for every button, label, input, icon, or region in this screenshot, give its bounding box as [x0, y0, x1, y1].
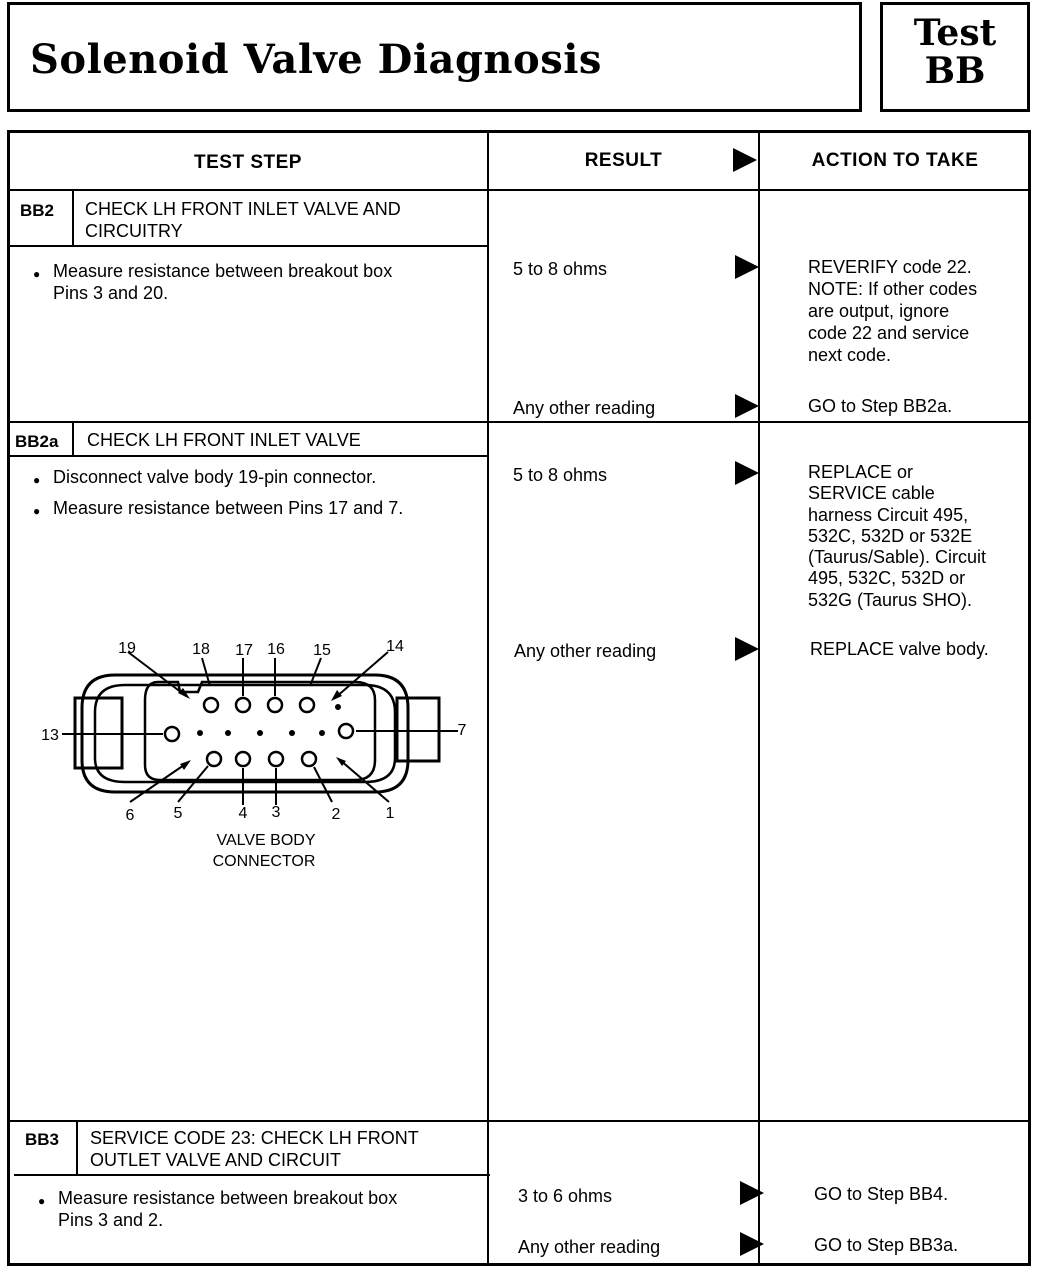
bb2a-action1-line7: 532G (Taurus SHO). — [808, 589, 973, 610]
bb2-arrow-2-icon — [735, 394, 759, 418]
bb2a-action1-line2: SERVICE cable — [808, 483, 935, 504]
leader-5 — [178, 766, 208, 802]
pin-label-17: 17 — [235, 642, 253, 659]
bb2-step-id: BB2 — [20, 201, 55, 220]
pin-label-16: 16 — [267, 641, 285, 658]
valve-body-connector-diagram — [30, 630, 480, 880]
bb2-title-bottom-line — [9, 245, 487, 247]
pin-label-2: 2 — [331, 806, 341, 823]
pin-17 — [236, 698, 250, 712]
pin-dot-6 — [335, 704, 341, 710]
pin-label-5: 5 — [173, 805, 183, 822]
bb3-title-bottom-line — [14, 1174, 490, 1176]
bb3-bullet1-line1: ● Measure resistance between breakout box — [58, 1188, 398, 1208]
column-header-test-step: TEST STEP — [194, 152, 302, 173]
bb3-arrow-1-icon — [740, 1181, 764, 1205]
pin-13 — [165, 727, 179, 741]
pin-label-14: 14 — [386, 638, 404, 655]
bb2-bullet1-line1: ● Measure resistance between breakout box — [53, 261, 393, 281]
pin-label-1: 1 — [385, 805, 395, 822]
leader-2 — [314, 767, 332, 802]
bb2a-bullet-2: ● Measure resistance between Pins 17 and 7. — [53, 497, 403, 519]
leader-arrowhead-14 — [331, 690, 342, 701]
diagram-caption-line1: VALVE BODY — [216, 832, 316, 849]
pin-5 — [207, 752, 221, 766]
pin-2 — [302, 752, 316, 766]
bb2a-bb3-separator — [9, 1120, 1029, 1122]
header-bottom-line — [9, 189, 1029, 191]
bb2-action1-line5: next code. — [808, 345, 892, 365]
bb2-bullet-1 — [53, 260, 392, 304]
bb2-title-line1: CHECK LH FRONT INLET VALVE AND — [85, 199, 401, 219]
bb2-action-1 — [808, 256, 1028, 366]
bb2a-action1-line5: (Taurus/Sable). Circuit — [808, 547, 987, 568]
bb2a-result-1: 5 to 8 ohms — [513, 465, 608, 485]
divider-result-action — [758, 130, 760, 1264]
bb2-action1-line3: are output, ignore — [808, 301, 950, 321]
column-header-action: ACTION TO TAKE — [811, 150, 979, 171]
pin-label-15: 15 — [313, 642, 331, 659]
bb2-bb2a-separator — [9, 421, 1029, 423]
bb2-action-2: GO to Step BB2a. — [808, 396, 953, 416]
pin-4 — [236, 752, 250, 766]
bb2a-step-title: CHECK LH FRONT INLET VALVE — [87, 430, 361, 450]
bb2-action1-line1: REVERIFY code 22. — [808, 257, 972, 277]
test-code-label — [882, 14, 1028, 90]
bb2-id-divider — [72, 191, 74, 245]
diagram-caption-line2: CONNECTOR — [212, 853, 316, 870]
bb2a-step-id: BB2a — [15, 432, 59, 451]
bb3-id-divider — [76, 1122, 78, 1174]
pin-3 — [269, 752, 283, 766]
bb2a-bullet-1: ● Disconnect valve body 19-pin connector. — [53, 466, 376, 488]
pin-18 — [204, 698, 218, 712]
bb2-action1-line2: NOTE: If other codes — [808, 279, 978, 299]
bb2-step-title — [85, 198, 401, 242]
bb2-title-line2: CIRCUITRY — [85, 221, 183, 241]
pin-label-19: 19 — [118, 640, 136, 657]
bb3-action-1: GO to Step BB4. — [814, 1184, 949, 1204]
bb3-arrow-2-icon — [740, 1232, 764, 1256]
bb3-step-title — [90, 1127, 419, 1171]
pin-dot-5 — [319, 730, 325, 736]
bb2a-arrow-1-icon — [735, 461, 759, 485]
bb2a-action-1 — [808, 462, 1030, 611]
test-word: Test — [913, 12, 997, 54]
connector-right-tab — [397, 698, 439, 761]
bb2a-action1-line6: 495, 532C, 532D or — [808, 568, 966, 589]
bb2a-action1-line3: harness Circuit 495, — [808, 504, 969, 525]
bb2-result-2: Any other reading — [513, 398, 656, 418]
bb3-result-2: Any other reading — [518, 1237, 661, 1257]
column-header-result: RESULT — [584, 150, 663, 171]
bb2-result-1: 5 to 8 ohms — [513, 259, 608, 279]
bb2a-title-bottom-line — [9, 455, 487, 457]
bb2a-result-2: Any other reading — [514, 641, 657, 661]
bb2a-action-2: REPLACE valve body. — [810, 639, 989, 659]
bb3-step-id: BB3 — [25, 1130, 60, 1149]
pin-label-18: 18 — [192, 641, 210, 658]
bb2a-action1-line4: 532C, 532D or 532E — [808, 525, 973, 546]
pin-label-4: 4 — [238, 805, 248, 822]
bb3-action-2: GO to Step BB3a. — [814, 1235, 959, 1255]
bb3-bullet-1 — [58, 1187, 397, 1231]
bb2-arrow-1-icon — [735, 255, 759, 279]
bb2-bullet1-line2: Pins 3 and 20. — [53, 283, 169, 303]
page-title: Solenoid Valve Diagnosis — [30, 36, 602, 83]
pin-label-3: 3 — [271, 804, 281, 821]
pin-label-7: 7 — [457, 722, 467, 739]
bb3-title-line1: SERVICE CODE 23: CHECK LH FRONT — [90, 1128, 419, 1148]
bb2-action1-line4: code 22 and service — [808, 323, 970, 343]
header-arrow-icon — [733, 148, 757, 172]
bb3-title-line2: OUTLET VALVE AND CIRCUIT — [90, 1150, 342, 1170]
pin-16 — [268, 698, 282, 712]
bb2a-action1-line1: REPLACE or — [808, 462, 914, 482]
bb2a-id-divider — [72, 423, 74, 455]
bb3-bullet1-line2: Pins 3 and 2. — [58, 1210, 164, 1230]
test-code: BB — [924, 50, 986, 92]
pin-label-13: 13 — [41, 727, 59, 744]
pin-label-6: 6 — [125, 807, 135, 824]
pin-15 — [300, 698, 314, 712]
pin-7 — [339, 724, 353, 738]
pin-dot-4 — [289, 730, 295, 736]
pin-dot-3 — [257, 730, 263, 736]
bb3-result-1: 3 to 6 ohms — [518, 1186, 613, 1206]
bb2a-arrow-2-icon — [735, 637, 759, 661]
divider-step-result — [487, 130, 489, 1264]
pin-dot-1 — [197, 730, 203, 736]
pin-dot-2 — [225, 730, 231, 736]
leader-arrowhead-6 — [180, 760, 191, 770]
